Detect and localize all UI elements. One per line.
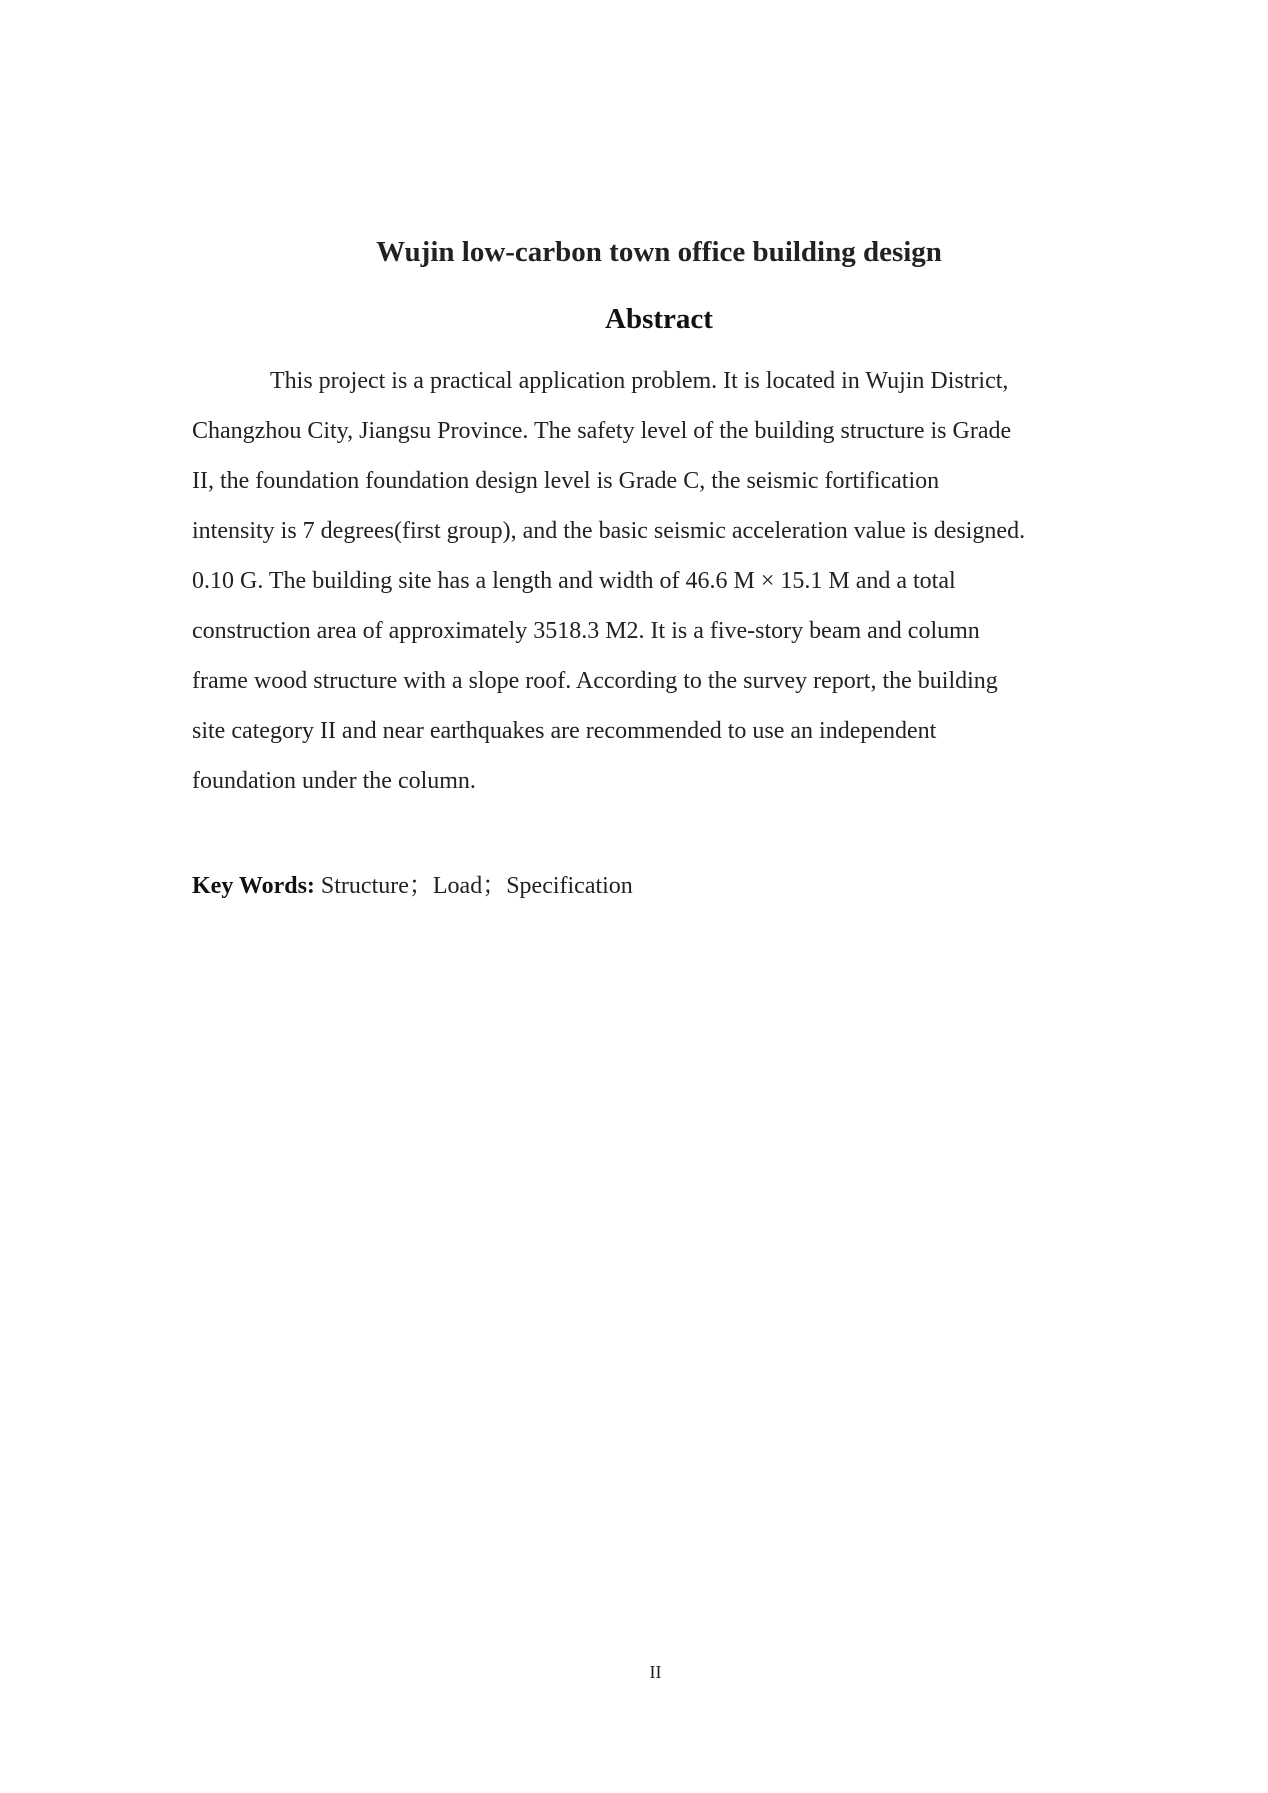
abstract-line: This project is a practical application problem. It is located in Wujin District,: [270, 368, 1009, 394]
keywords-line: [192, 866, 633, 906]
keywords-label: Key Words:: [192, 873, 315, 899]
abstract-paragraph: [192, 356, 1092, 806]
page-number: II: [649, 1662, 662, 1682]
abstract-line: II, the foundation foundation design level is Grade C, the seismic fortification: [192, 468, 940, 494]
abstract-line: frame wood structure with a slope roof. According to the survey report, the building: [192, 668, 998, 694]
abstract-line: 0.10 G. The building site has a length and width of 46.6 M × 15.1 M and a total: [192, 568, 956, 594]
abstract-line: foundation under the column.: [192, 768, 476, 794]
abstract-line: construction area of approximately 3518.3 M2. It is a five-story beam and column: [192, 618, 980, 644]
abstract-line: intensity is 7 degrees(first group), and the basic seismic acceleration value is designed.: [192, 518, 1026, 544]
document-title: Wujin low-carbon town office building design: [376, 236, 942, 268]
abstract-line: site category II and near earthquakes are recommended to use an independent: [192, 718, 937, 744]
abstract-line: Changzhou City, Jiangsu Province. The safety level of the building structure is Grade: [192, 418, 1012, 444]
abstract-heading: Abstract: [605, 303, 713, 335]
keywords-list: Structure；Load；Specification: [320, 873, 633, 899]
